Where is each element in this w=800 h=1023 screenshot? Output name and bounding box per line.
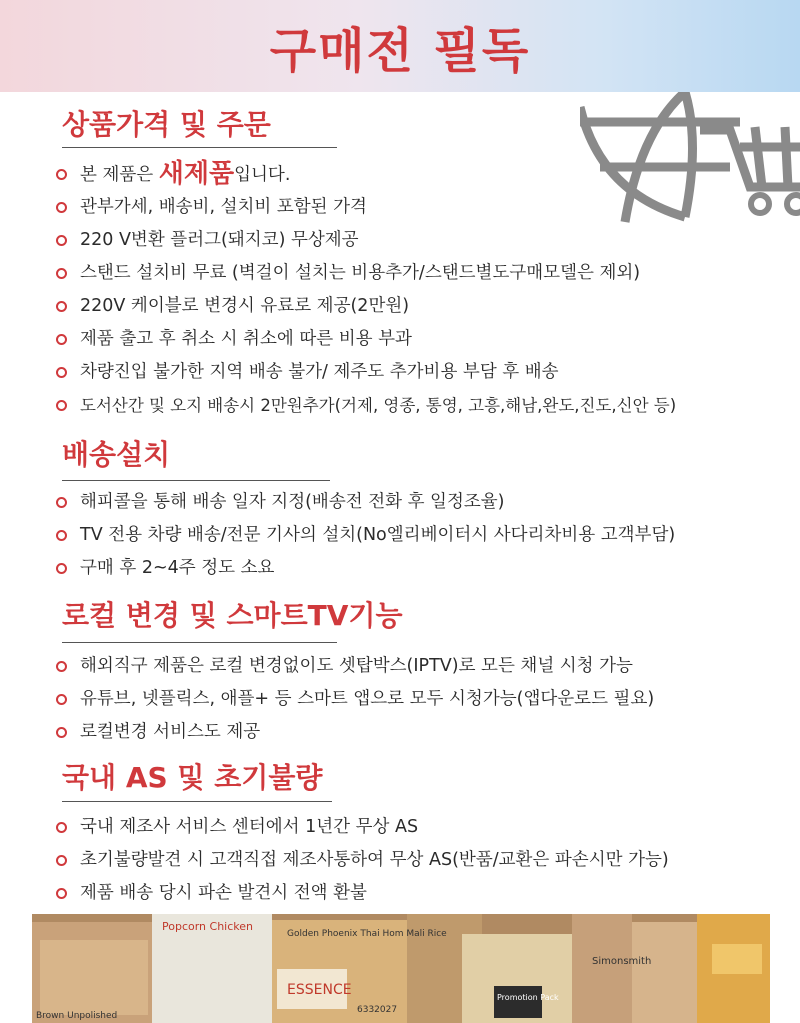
list-item: 국내 제조사 서비스 센터에서 1년간 무상 AS xyxy=(56,811,669,844)
section-title-as-defects: 국내 AS 및 초기불량 xyxy=(62,761,323,794)
local-smart-tv-list xyxy=(56,650,654,749)
box-label: Golden Phoenix Thai Hom Mali Rice xyxy=(287,929,447,939)
list-item: 유튜브, 넷플릭스, 애플+ 등 스마트 앱으로 모두 시청가능(앱다운로드 필요) xyxy=(56,683,654,716)
page-title: 구매전 필독 xyxy=(269,23,531,79)
list-item: 스탠드 설치비 무료 (벽걸이 설치는 비용추가/스탠드별도구매모델은 제외) xyxy=(56,257,676,290)
section-title-local-smart-tv: 로컬 변경 및 스마트TV기능 xyxy=(62,599,403,632)
list-item: 본 제품은 새제품입니다. xyxy=(56,158,676,191)
bullet-icon xyxy=(56,530,67,541)
bullet-icon xyxy=(56,334,67,345)
section-divider xyxy=(62,480,330,481)
list-item: 220 V변환 플러그(돼지코) 무상제공 xyxy=(56,224,676,257)
section-title-delivery: 배송설치 xyxy=(62,438,171,471)
bullet-icon xyxy=(56,888,67,899)
cardboard-boxes-photo xyxy=(32,914,770,1023)
bullet-icon xyxy=(56,202,67,213)
list-item: 초기불량발견 시 고객직접 제조사통하여 무상 AS(반품/교환은 파손시만 가능) xyxy=(56,844,669,877)
list-item: 해외직구 제품은 로컬 변경없이도 셋탑박스(IPTV)로 모든 채널 시청 가능 xyxy=(56,650,654,683)
box-label: Promotion Pack xyxy=(497,993,559,1002)
list-item: 제품 출고 후 취소 시 취소에 따른 비용 부과 xyxy=(56,323,676,356)
list-item: 차량진입 불가한 지역 배송 불가/ 제주도 추가비용 부담 후 배송 xyxy=(56,356,676,389)
section-divider xyxy=(62,147,337,148)
header-banner xyxy=(0,0,800,92)
bullet-icon xyxy=(56,367,67,378)
bullet-icon xyxy=(56,855,67,866)
new-product-emphasis: 새제품 xyxy=(158,159,235,189)
bullet-icon xyxy=(56,301,67,312)
bullet-icon xyxy=(56,400,67,411)
as-defects-list xyxy=(56,811,669,910)
list-item: 로컬변경 서비스도 제공 xyxy=(56,716,654,749)
list-item: 관부가세, 배송비, 설치비 포함된 가격 xyxy=(56,191,676,224)
bullet-icon xyxy=(56,268,67,279)
list-item: 제품 배송 당시 파손 발견시 전액 환불 xyxy=(56,877,669,910)
section-divider xyxy=(62,642,337,643)
bullet-icon xyxy=(56,822,67,833)
list-item: 구매 후 2~4주 정도 소요 xyxy=(56,552,675,585)
box-label: Simonsmith xyxy=(592,956,652,967)
bullet-icon xyxy=(56,235,67,246)
boxes-illustration xyxy=(32,914,770,1023)
bullet-icon xyxy=(56,694,67,705)
box-label: ESSENCE xyxy=(287,982,352,998)
list-item: 도서산간 및 오지 배송시 2만원추가(거제, 영종, 통영, 고흥,해남,완도,진도,신안 등) xyxy=(56,389,676,422)
bullet-icon xyxy=(56,169,67,180)
bullet-icon xyxy=(56,661,67,672)
box-label: Popcorn Chicken xyxy=(162,920,254,933)
bullet-icon xyxy=(56,727,67,738)
delivery-list xyxy=(56,486,675,585)
list-item: 해피콜을 통해 배송 일자 지정(배송전 전화 후 일정조율) xyxy=(56,486,675,519)
list-item: 220V 케이블로 변경시 유료로 제공(2만원) xyxy=(56,290,676,323)
list-item: TV 전용 차량 배송/전문 기사의 설치(No엘리베이터시 사다리차비용 고객부담) xyxy=(56,519,675,552)
bullet-icon xyxy=(56,497,67,508)
bullet-icon xyxy=(56,563,67,574)
price-order-list xyxy=(56,158,676,422)
box-label: Brown Unpolished xyxy=(36,1011,118,1021)
section-divider xyxy=(62,801,332,802)
box-label: 6332027 xyxy=(357,1005,398,1015)
section-title-price-order: 상품가격 및 주문 xyxy=(62,108,271,141)
